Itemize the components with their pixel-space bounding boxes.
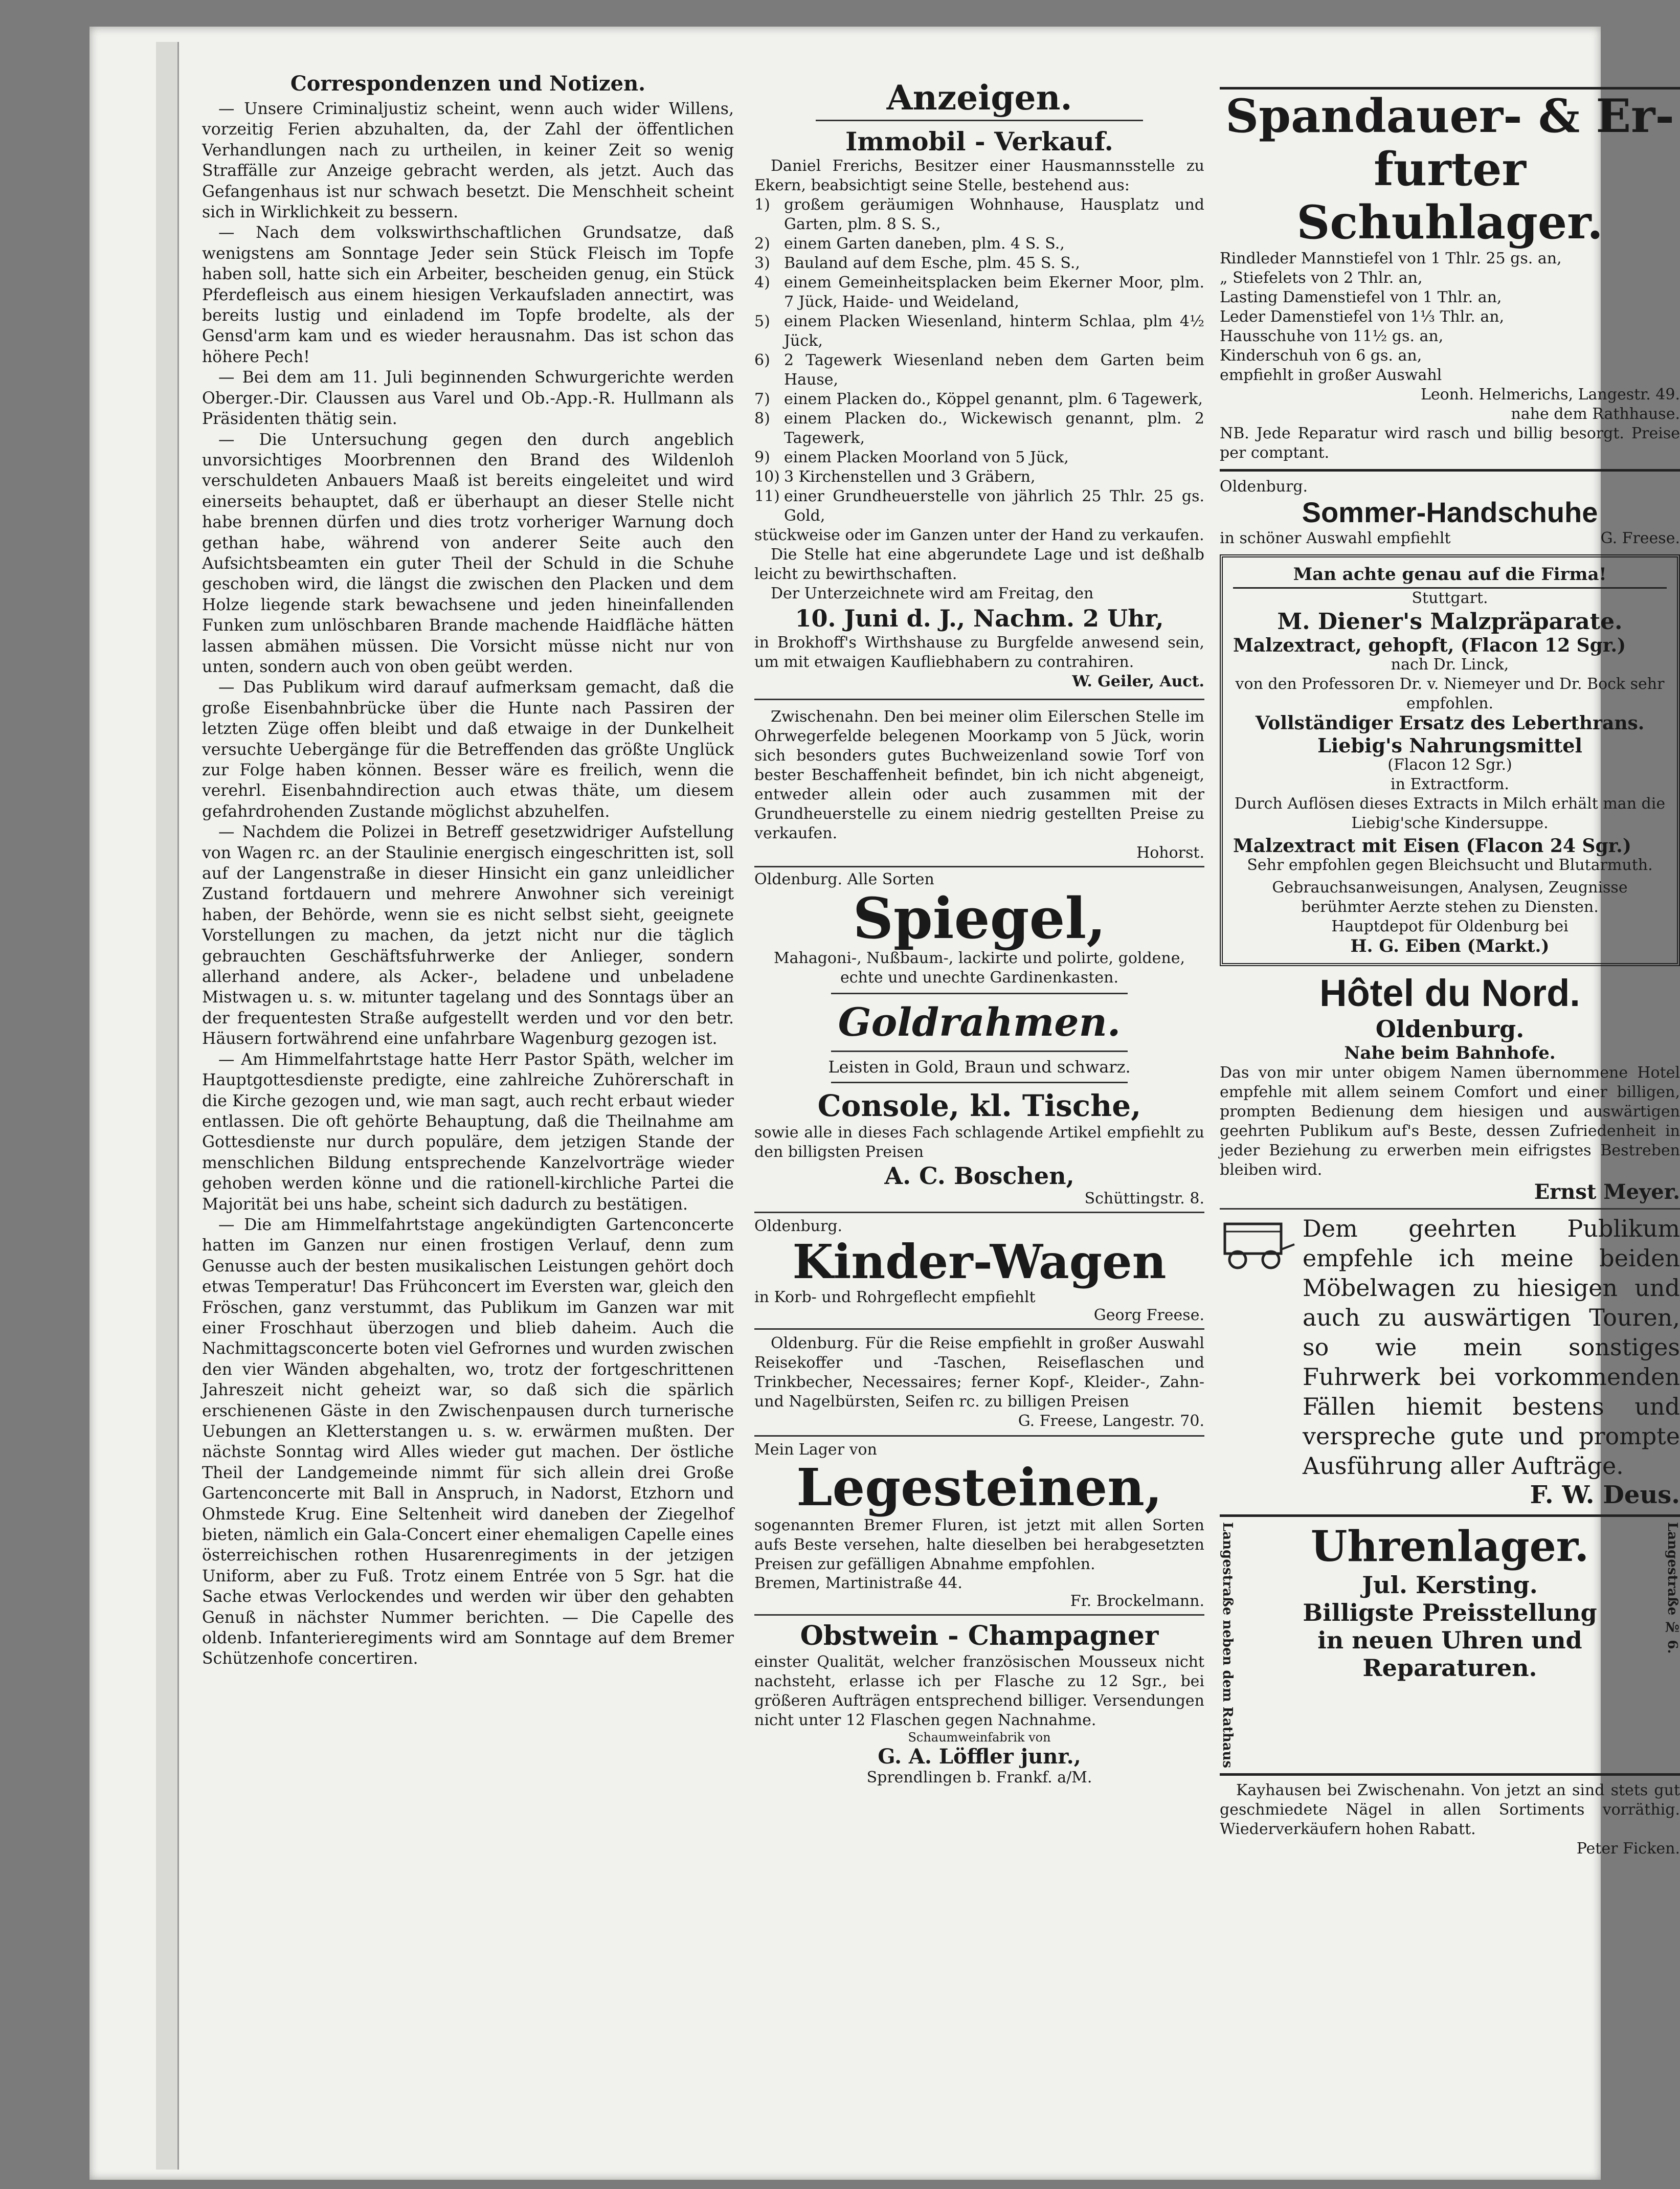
- immobil-intro: Daniel Frerichs, Besitzer einer Hausmannsstelle zu Ekern, beabsichtigt seine Stelle, bestehend aus:: [754, 157, 1204, 194]
- divider: [754, 699, 1204, 700]
- schuhlager-ad: [1220, 90, 1680, 463]
- news-paragraph: — Bei dem am 11. Juli beginnenden Schwurgerichte werden Oberger.-Dir. Claussen aus Varel und Ob.-App.-R. Hullmann als Präsidenten thätig sein.: [202, 368, 734, 429]
- ad-text: Das von mir unter obigem Namen übernommene Hotel empfehle mit allem seinem Comfort und einer billigen, prompten Bedienung dem hiesigen und auswärtigen geehrten Publikum auf's Beste, dessen Zufriedenheit in jeder Beziehung zu erwerben mein eifrigstes Bestreben bleiben wird.: [1220, 1064, 1680, 1179]
- list-item: 1) großem geräumigen Wohnhause, Hausplatz und Garten, plm. 8 S. S.,: [754, 196, 1204, 233]
- uhren-line: Billigste Preisstellung: [1303, 1599, 1597, 1626]
- signature: Hohorst.: [1136, 844, 1204, 862]
- product-name: Liebig's Nahrungsmittel: [1317, 734, 1582, 757]
- divider: [754, 1328, 1204, 1330]
- immobil-text: Der Unterzeichnete wird am Freitag, den: [771, 585, 1094, 602]
- ad-text: Leisten in Gold, Braun und schwarz.: [828, 1057, 1131, 1077]
- ad-text: Hauptdepot für Oldenburg bei: [1331, 918, 1569, 935]
- immobil-text: in Brokhoff's Wirthshause zu Burgfelde anwesend sein, um mit etwaigen Kaufliebhabern zu contrahiren.: [754, 634, 1204, 671]
- news-paragraph: — Die am Himmelfahrtstage angekündigten Gartenconcerte hatten im Ganzen nur einen frostigen Verlauf, denn zum Genusse auch der besten musikalischen Leistungen gehört doch etwas Temperatur! Das Frühconcert im Eversten war, gleich den Fröschen, ganz verstummt, das Publikum im Ganzen war mit einer Froschhaut überzogen und blieb daheim. Auch die Nachmittagsconcerte boten viel Gefrornes und wurden zwischen den vier Wänden abgehalten, wo, trotz der fortgeschrittenen Jahreszeit nicht geheizt war, so daß sich die spärlich erschienenen Gäste in den Zwischenpausen durch turnerische Uebungen an Kletterstangen u. s. w. erwärmen mußten. Der nächste Sonntag wird Alles wieder gut machen. Der östliche Theil der Landgemeinde nimmt für sich allein drei Große Gartenconcerte mit Ball in Anspruch, in Nadorst, Etzhorn und Ohmstede Krug. Eine Seltenheit wird daneben der Ziegelhof bieten, nämlich ein Gala-Concert einer ehemaligen Capelle eines österreichischen rothen Husarenregiments in der jetzigen Uniform, aber zu Fuß. Trotz einem Entrée von 5 Sgr. hat die Sache etwas Verlockendes und werden wir über den gehabten Genuß in nächster Nummer berichten. — Die Capelle des oldenb. Infanterieregiments wird am Sonntage auf dem Bremer Schützenhofe concertiren.: [202, 1215, 734, 1668]
- firm-name: A. C. Boschen,: [884, 1162, 1074, 1190]
- immobil-text: stückweise oder im Ganzen unter der Hand zu verkaufen.: [754, 526, 1204, 544]
- price-list: [1220, 249, 1680, 463]
- hotel-ad: [1220, 971, 1680, 1204]
- signature: Ernst Meyer.: [1534, 1180, 1680, 1204]
- deus-ad: [1220, 1214, 1680, 1509]
- list-item: 9) einem Placken Moorland von 5 Jück,: [754, 449, 1069, 466]
- address: Bremen, Martinistraße 44.: [754, 1574, 962, 1592]
- column-ads-right: [1220, 27, 1680, 2180]
- ad-note: NB. Jede Reparatur wird rasch und billig besorgt. Preise per comptant.: [1220, 425, 1680, 462]
- ad-text: Sehr empfohlen gegen Bleichsucht und Blutarmuth.: [1247, 856, 1653, 874]
- uhren-title: Uhrenlager.: [1310, 1522, 1589, 1571]
- signature: Fr. Brockelmann.: [1070, 1592, 1204, 1610]
- legesteine-ad: [754, 1441, 1204, 1610]
- console-title: Console, kl. Tische,: [817, 1088, 1141, 1123]
- uhren-line: in neuen Uhren und Reparaturen.: [1317, 1626, 1582, 1682]
- divider: [754, 866, 1204, 867]
- column-ads-middle: [754, 27, 1204, 2180]
- handschuhe-ad: [1220, 478, 1680, 547]
- price-line: „ Stiefelets von 2 Thlr. an,: [1220, 269, 1423, 287]
- list-item: 4) einem Gemeinheitsplacken beim Ekerner Moor, plm. 7 Jück, Haide- und Weideland,: [754, 274, 1204, 311]
- ad-pre: Oldenburg.: [754, 1217, 843, 1235]
- immobil-list: [754, 195, 1204, 526]
- obstwein-ad: [754, 1620, 1204, 1786]
- immobil-ad: [754, 157, 1204, 691]
- hotel-title: Hôtel du Nord.: [1319, 972, 1580, 1014]
- ad-text: sowie alle in dieses Fach schlagende Artikel empfiehlt zu den billigsten Preisen: [754, 1124, 1204, 1161]
- signature: Leonh. Helmerichs, Langestr. 49.: [1420, 386, 1680, 404]
- ad-text: in Extractform.: [1391, 775, 1509, 793]
- address: Schüttingstr. 8.: [1084, 1190, 1204, 1208]
- uhren-name: Jul. Kersting.: [1362, 1571, 1538, 1599]
- firm-name: H. G. Eiben (Markt.): [1350, 936, 1550, 956]
- news-paragraph: — Das Publikum wird darauf aufmerksam gemacht, daß die große Eisenbahnbrücke über die Hunte nach Passiren der letzten Züge offen bleibt und daß etwaige in der Dunkelheit versuchte Uebergänge für die Betreffenden das größte Unglück zur Folge haben können. Besser wäre es freilich, wenn die verehrl. Eisenbahndirection auch etwas thäte, um diesem gefahrdrohenden Zustande möglichst abzuhelfen.: [202, 678, 734, 821]
- obstwein-title: Obstwein - Champagner: [800, 1620, 1159, 1651]
- ad-text: Zwischenahn. Den bei meiner olim Eilerschen Stelle im Ohrwegerfelde belegenen Moorkamp von 5 Jück, worin sich besonders gutes Buchweizenland sowie Torf von bester Beschaffenheit befindet, bin ich nicht abgeneigt, entweder allein oder auch zusammen mit der Grundheuerstelle zu einem niedrig gestellten Preise zu verkaufen.: [754, 708, 1204, 842]
- news-paragraph: — Unsere Criminaljustiz scheint, wenn auch wider Willens, vorzeitig Ferien abzuhalten, da, der Zahl der öffentlichen Verhandlungen nach zu urtheilen, in keiner Zeit so wenig Straffälle zur Anzeige gebracht werden, als jetzt. Auch das Gefangenhaus ist nur schwach besetzt. Die Menschheit scheint sich in Wirklichkeit zu bessern.: [202, 100, 734, 222]
- price-line: Lasting Damenstiefel von 1 Thlr. an,: [1220, 288, 1502, 306]
- schuhlager-title: furter Schuhlager.: [1296, 142, 1603, 250]
- divider: [816, 120, 1143, 121]
- ad-text: Oldenburg. Für die Reise empfiehlt in großer Auswahl Reisekoffer und -Taschen, Reiseflaschen und Trinkbecher, Necessaires; ferner Kopf-, Kleider-, Zahn- und Nagelbürsten, Seifen rc. zu billigen Preisen: [754, 1334, 1204, 1411]
- spiegel-title: Spiegel,: [853, 885, 1106, 951]
- signature: Georg Freese.: [1093, 1306, 1204, 1324]
- price-line: Kinderschuh von 6 gs. an,: [1220, 347, 1422, 365]
- signature: G. Freese, Langestr. 70.: [1018, 1412, 1204, 1430]
- ad-text: einster Qualität, welcher französischen Mousseux nicht nachsteht, erlasse ich per Flasche zu 12 Sgr., bei größeren Aufträgen entsprechend billiger. Versendungen nicht unter 12 Flaschen gegen Nachnahme.: [754, 1653, 1204, 1729]
- price-line: Hausschuhe von 11½ gs. an,: [1220, 327, 1444, 345]
- immobil-title: Immobil - Verkauf.: [845, 126, 1113, 157]
- malz-ad-box: [1220, 554, 1680, 966]
- ad-pre: Oldenburg.: [1220, 478, 1308, 496]
- city: Stuttgart.: [1412, 589, 1488, 607]
- news-paragraph: — Am Himmelfahrtstage hatte Herr Pastor Späth, welcher im Hauptgottesdienste predigte, eine zahlreiche Zuhörerschaft in die Kirche gezogen und, wie man sagt, auch recht erbaut wieder entlassen. Die oft gehörte Behauptung, daß die Theilnahme am Gottesdienste nur durch populäre, dem jetzigen Stande der menschlichen Bildung entsprechende Kanzelvorträge wieder gehoben werden könne und die rationell-kirchliche Partei die Majorität bei uns habe, scheint sich dadurch zu bestätigen.: [202, 1050, 734, 1214]
- ad-text: Durch Auflösen dieses Extracts in Milch erhält man die Liebig'sche Kindersuppe.: [1234, 795, 1666, 832]
- divider: [1220, 469, 1680, 472]
- signature: W. Geiler, Auct.: [1072, 673, 1204, 690]
- legesteine-title: Legesteinen,: [796, 1457, 1162, 1517]
- hotel-sub: Nahe beim Bahnhofe.: [1344, 1043, 1556, 1063]
- reise-ad: [754, 1334, 1204, 1431]
- product-name: Vollständiger Ersatz des Leberthrans.: [1255, 712, 1645, 734]
- ficken-ad: [1220, 1781, 1680, 1859]
- signature: G. Freese.: [1600, 529, 1680, 547]
- ad-pre: Oldenburg. Alle Sorten: [754, 870, 934, 888]
- news-heading: Correspondenzen und Notizen.: [290, 72, 646, 96]
- divider: [1220, 1514, 1680, 1517]
- news-paragraph: — Die Untersuchung gegen den durch angeblich unvorsichtiges Moorbrennen den Brand des Wildenloh verschuldeten Anbauers Maaß ist bereits eingeleitet und wird einerseits behauptet, daß er überhaupt an dieser Stelle nicht habe brennen dürfen und dies trotz vorheriger Warnung doch gethan habe, während von anderer Seite auch den Aufsichtsbeamten ein guter Theil der Schuld in die Schuhe geschoben wird, die längst die zwischen den Placken und dem Holze liegende stark bewachsene und jeden hineinfallenden Funken zum unlöschbaren Brande machende Haidfläche hätten lassen abmähen müssen. Die Vorsicht müsse nicht nur von unten, sondern auch von oben geübt werden.: [202, 430, 734, 676]
- hotel-city: Oldenburg.: [1375, 1015, 1525, 1043]
- list-item: 6) 2 Tagewerk Wiesenland neben dem Garten beim Hause,: [754, 351, 1204, 389]
- address: Sprendlingen b. Frankf. a/M.: [866, 1769, 1092, 1786]
- divider: [1220, 1773, 1680, 1776]
- ad-text: Gebrauchsanweisungen, Analysen, Zeugnisse berühmter Aerzte stehen zu Diensten.: [1272, 879, 1628, 916]
- handschuhe-title: Sommer-Handschuhe: [1302, 496, 1598, 528]
- firm-name: G. A. Löffler junr.,: [878, 1745, 1081, 1769]
- list-item: 2) einem Garten daneben, plm. 4 S. S.,: [754, 235, 1065, 253]
- list-item: 10) 3 Kirchenstellen und 3 Gräbern,: [754, 468, 1036, 486]
- ad-text: Kayhausen bei Zwischenahn. Von jetzt an sind stets gut geschmiedete Nägel in allen Sortiments vorräthig. Wiederverkäufern hohen Rabatt.: [1220, 1781, 1680, 1839]
- side-text: Langestraße № 6.: [1665, 1522, 1680, 1654]
- list-item: 8) einem Placken do., Wickewisch genannt, plm. 2 Tagewerk,: [754, 410, 1204, 447]
- side-text: Langestraße neben dem Rathaus: [1220, 1522, 1235, 1769]
- product-name: Malzextract mit Eisen (Flacon 24 Sgr.): [1233, 835, 1631, 857]
- ad-text: nach Dr. Linck,: [1391, 656, 1509, 674]
- ad-text: (Flacon 12 Sgr.): [1387, 756, 1512, 774]
- ads-heading: Anzeigen.: [886, 78, 1072, 118]
- signature: F. W. Deus.: [1530, 1481, 1680, 1509]
- ad-text: von den Professoren Dr. v. Niemeyer und Dr. Bock sehr empfohlen.: [1235, 675, 1665, 712]
- auction-date: 10. Juni d. J., Nachm. 2 Uhr,: [795, 605, 1164, 632]
- divider: [1220, 1208, 1680, 1210]
- kinderwagen-ad: [754, 1217, 1204, 1324]
- carriage-icon: [1220, 1214, 1296, 1270]
- immobil-text: Die Stelle hat eine abgerundete Lage und ist deßhalb leicht zu bewirthschaften.: [754, 546, 1204, 583]
- ad-text: in Korb- und Rohrgeflecht empfiehlt: [754, 1288, 1036, 1306]
- goldrahmen-title: Goldrahmen.: [838, 999, 1121, 1045]
- divider: [831, 1082, 1128, 1083]
- newspaper-page: [89, 27, 1680, 2180]
- news-paragraph: — Nach dem volkswirthschaftlichen Grundsatze, daß wenigstens am Sonntage Jeder sein Stück Fleisch im Topfe haben soll, hatte sich ein Arbeiter, bescheiden genug, ein Stück Pferdefleisch aus einem hiesigen Verkaufsladen annectirt, was bereits lustig und einladend im Topfe brodelte, als der Gensd'arm kam und es wieder herausnahm. Das ist schon das höhere Pech!: [202, 224, 734, 366]
- binding-strip: [156, 42, 179, 2170]
- news-body: [202, 99, 734, 1669]
- zwischenahn-ad: [754, 707, 1204, 863]
- uhren-ad: [1220, 1522, 1680, 1768]
- ad-text: Mahagoni-, Nußbaum-, lackirte und polirte, goldene, echte und unechte Gardinenkasten.: [773, 949, 1185, 987]
- column-news: [202, 27, 734, 2180]
- signature: Peter Ficken.: [1576, 1840, 1680, 1858]
- ad-text: sogenannten Bremer Fluren, ist jetzt mit allen Sorten aufs Beste versehen, halte dieselben bei herabgesetzten Preisen zur gefälligen Abnahme empfohlen.: [754, 1516, 1204, 1573]
- list-item: 7) einem Placken do., Köppel genannt, plm. 6 Tagewerk,: [754, 390, 1203, 408]
- ad-footer: [1220, 529, 1680, 547]
- list-item: 11) einer Grundheuerstelle von jährlich 25 Thlr. 25 gs. Gold,: [754, 487, 1204, 525]
- signature: nahe dem Rathhause.: [1511, 405, 1680, 423]
- ad-text: Dem geehrten Publikum empfehle ich meine beiden Möbelwagen zu hiesigen und auch zu auswärtigen Touren, so wie mein sonstiges Fuhrwerk bei vorkommenden Fällen hiemit bestens und verspreche gute und prompte Ausführung aller Aufträge.: [1303, 1215, 1680, 1480]
- spiegel-ad: [754, 870, 1204, 1208]
- price-line: empfiehlt in großer Auswahl: [1220, 366, 1442, 384]
- divider: [754, 1614, 1204, 1616]
- malz-warning: Man achte genau auf die Firma!: [1233, 565, 1667, 589]
- list-item: 3) Bauland auf dem Esche, plm. 45 S. S.,: [754, 254, 1080, 272]
- malz-firm: M. Diener's Malzpräparate.: [1277, 609, 1623, 635]
- divider: [831, 993, 1128, 994]
- divider: [831, 1051, 1128, 1052]
- price-line: Leder Damenstiefel von 1⅓ Thlr. an,: [1220, 308, 1505, 326]
- schuhlager-title: Spandauer- & Er-: [1225, 89, 1674, 143]
- ad-pre: Mein Lager von: [754, 1441, 877, 1459]
- ad-text: in schöner Auswahl empfiehlt: [1220, 529, 1451, 547]
- divider: [754, 1435, 1204, 1437]
- ad-small: Schaumweinfabrik von: [908, 1730, 1051, 1745]
- kinderwagen-title: Kinder-Wagen: [792, 1234, 1167, 1289]
- news-paragraph: — Nachdem die Polizei in Betreff gesetzwidriger Aufstellung von Wagen rc. an der Staulinie energisch eingeschritten ist, soll auf der Langenstraße in dieser Hinsicht ein ganz unleidlicher Zustand fortdauern und mehrere Anwohner sich vereinigt haben, der Behörde, wenn sie es nicht selbst sieht, geeignete Vorstellungen zu machen, da jetzt nicht nur die täglich gebrauchten Geschäftsfuhrwerke der Anlieger, sondern allerhand andere, als Acker-, beladene und unbeladene Mistwagen u. s. w. mitunter tagelang und des Sonntags über an der frequentesten Straße aufgestellt werden und vor den betr. Häusern fortwährend eine unfahrbare Wagenburg gezogen ist.: [202, 823, 734, 1048]
- list-item: 5) einem Placken Wiesenland, hinterm Schlaa, plm 4½ Jück,: [754, 312, 1204, 350]
- price-line: Rindleder Mannstiefel von 1 Thlr. 25 gs. an,: [1220, 250, 1562, 267]
- product-name: Malzextract, gehopft, (Flacon 12 Sgr.): [1233, 635, 1626, 656]
- divider: [754, 1212, 1204, 1213]
